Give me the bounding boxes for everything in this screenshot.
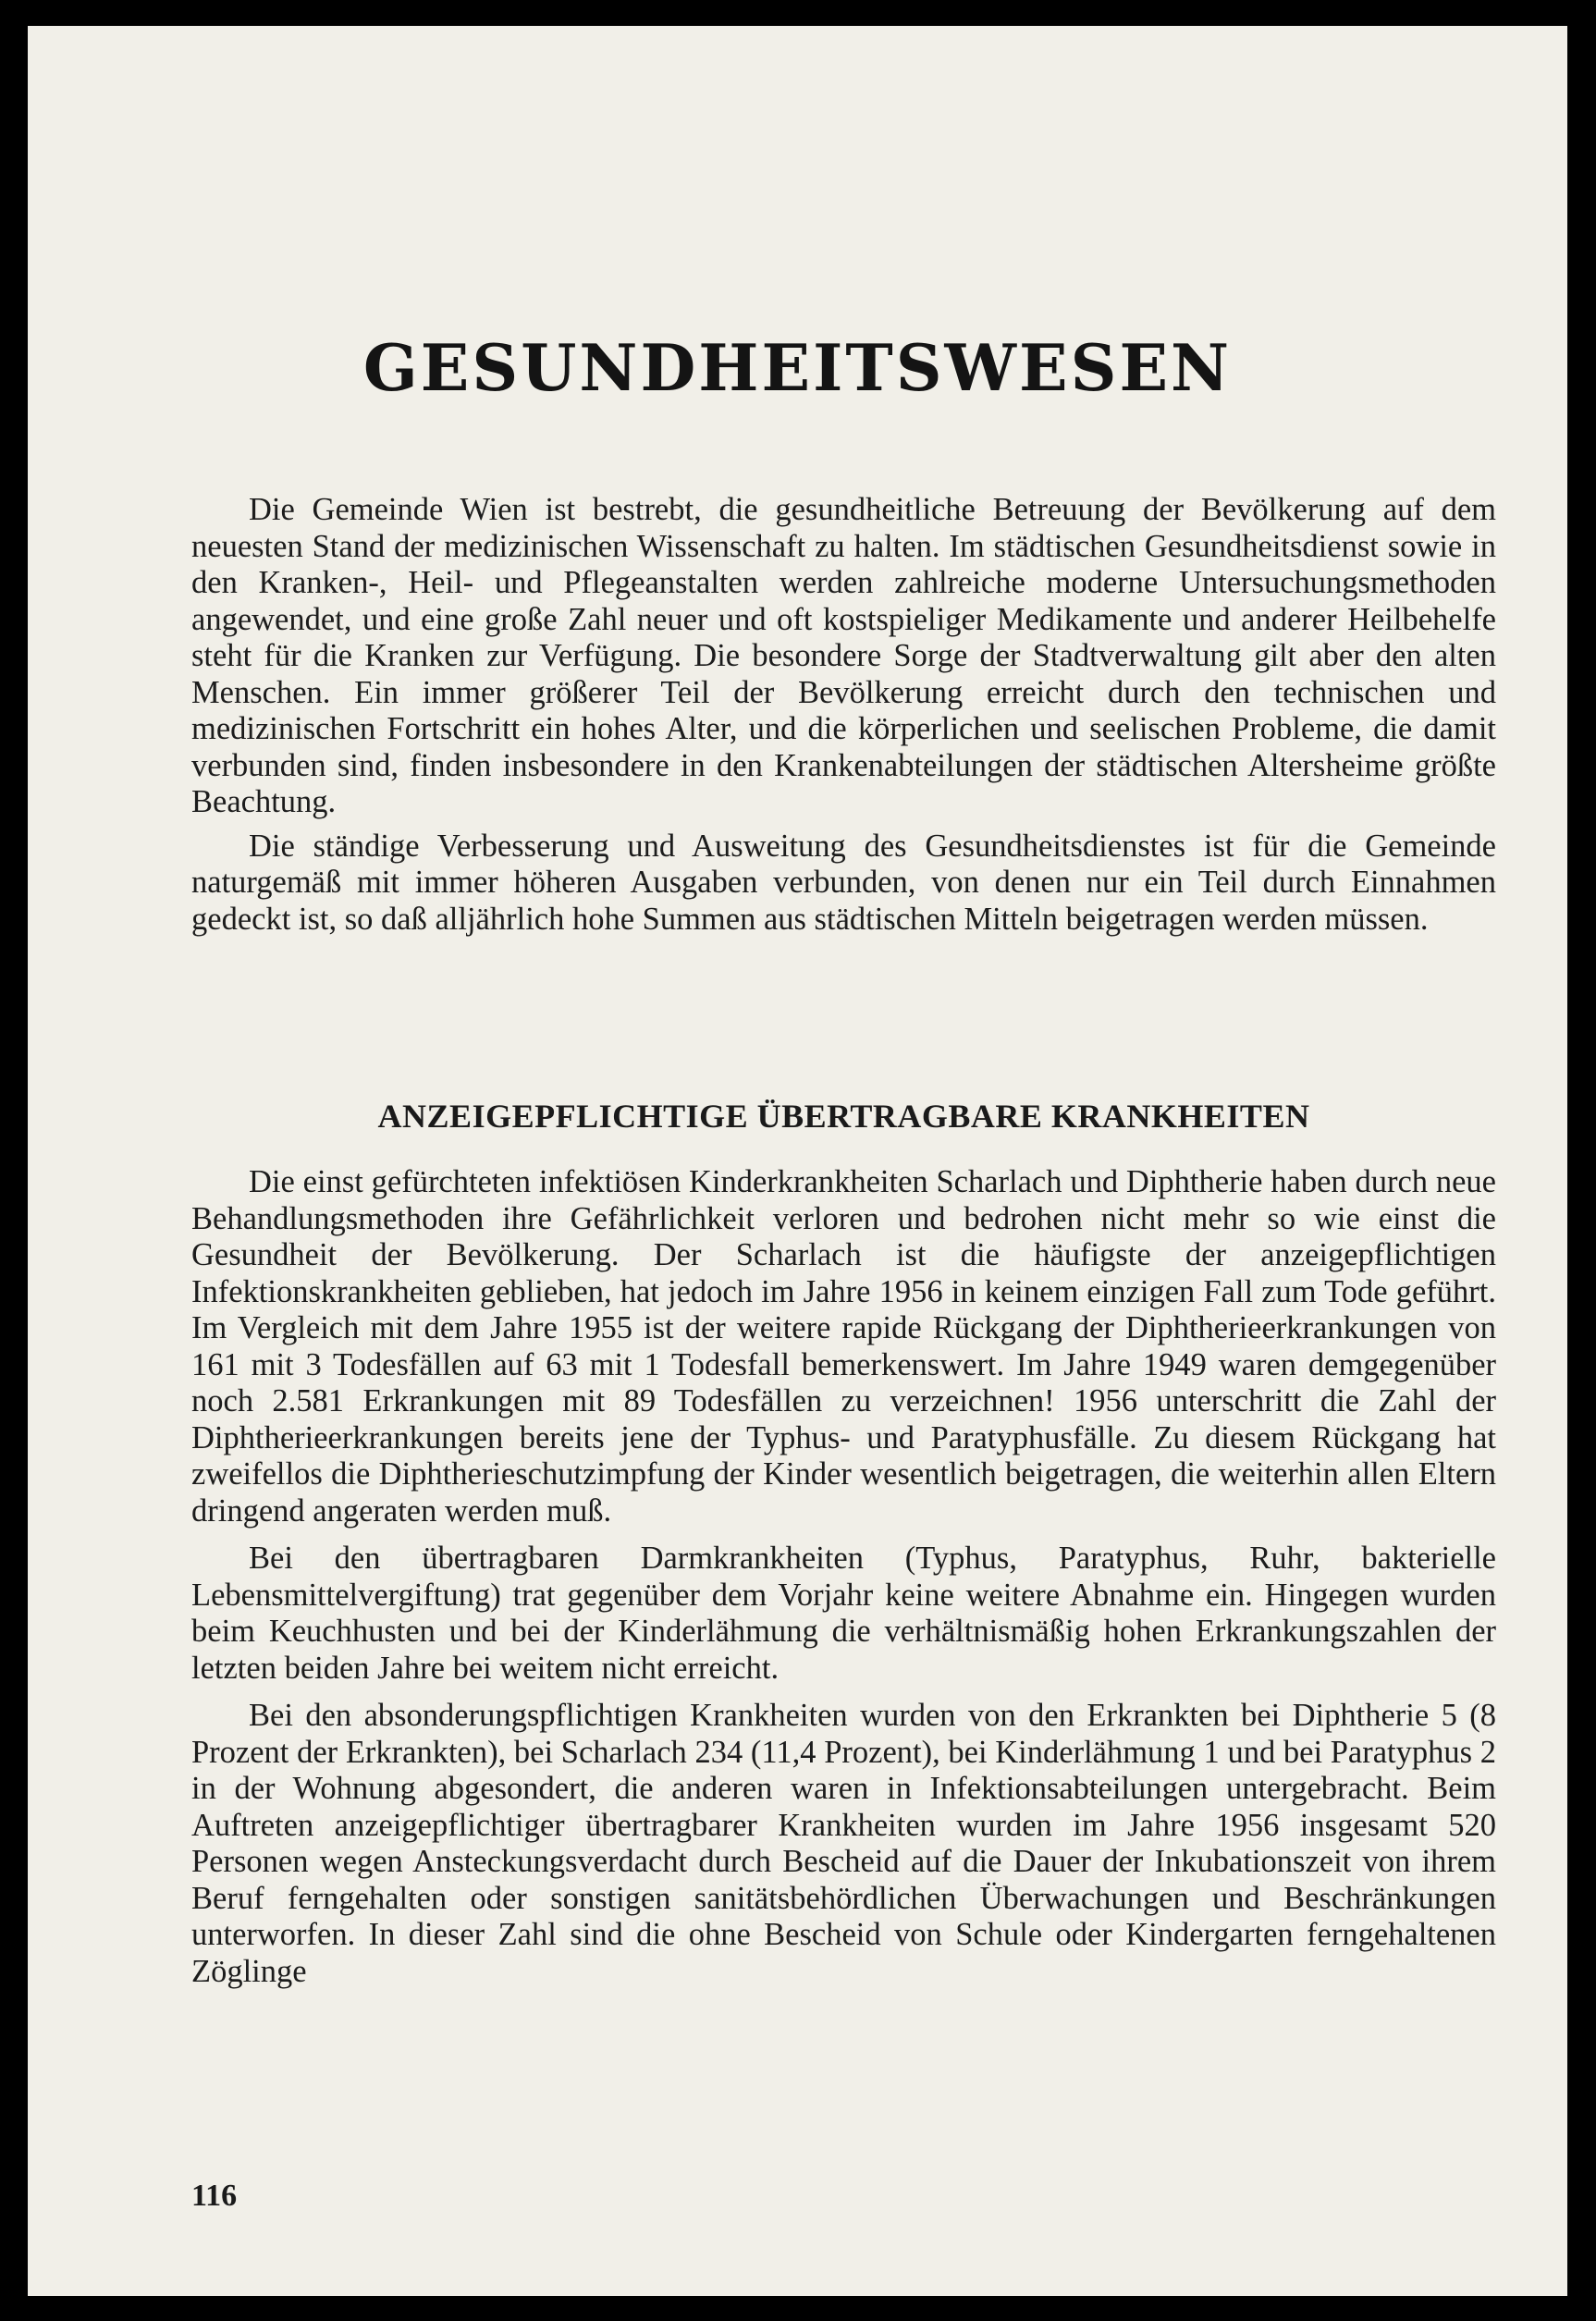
section-text-block — [191, 1164, 1496, 1990]
intro-paragraph: Die ständige Verbesserung und Ausweitung des Gesundheitsdienstes ist für die Gemeinde naturgemäß mit immer höheren Ausgaben verbunden, von denen nur ein Teil durch Einnahmen gedeckt ist, so daß alljährlich hohe Summen aus städtischen Mitteln beigetragen werden müssen. — [191, 828, 1496, 937]
document-page — [28, 26, 1567, 2296]
section-paragraph: Bei den absonderungspflichtigen Krankheiten wurden von den Erkrankten bei Diphtherie 5 (8 Prozent der Erkrankten), bei Scharlach 234 (11,4 Prozent), bei Kinderlähmung 1 und bei Paratyphus 2 in der Wohnung abgesondert, die anderen waren in Infektionsabteilungen untergebracht. Beim Auftreten anzeigepflichtiger übertragbarer Krankheiten wurden im Jahre 1956 insgesamt 520 Personen wegen Ansteckungsverdacht durch Bescheid auf die Dauer der Inkubationszeit von ihrem Beruf ferngehalten oder sonstigen sanitätsbehördlichen Überwachungen und Beschränkungen unterworfen. In dieser Zahl sind die ohne Bescheid von Schule oder Kindergarten ferngehaltenen Zöglinge — [191, 1698, 1496, 1989]
intro-paragraph: Die Gemeinde Wien ist bestrebt, die gesundheitliche Betreuung der Bevölkerung auf dem neuesten Stand der medizinischen Wissenschaft zu halten. Im städtischen Gesundheitsdienst sowie in den Kranken-, Heil- und Pflegeanstalten werden zahlreiche moderne Untersuchungsmethoden angewendet, und eine große Zahl neuer und oft kostspieliger Medikamente und anderer Heilbehelfe steht für die Kranken zur Verfügung. Die besondere Sorge der Stadtverwaltung gilt aber den alten Menschen. Ein immer größerer Teil der Bevölkerung erreicht durch den technischen und medizinischen Fortschritt ein hohes Alter, und die körperlichen und seelischen Probleme, die damit verbunden sind, finden insbesondere in den Krankenabteilungen der städtischen Altersheime größte Beachtung. — [191, 492, 1496, 819]
page-number: 116 — [191, 2179, 238, 2213]
intro-text-block — [191, 492, 1496, 938]
section-heading: ANZEIGEPFLICHTIGE ÜBERTRAGBARE KRANKHEITEN — [377, 1098, 1310, 1135]
page-title: GESUNDHEITSWESEN — [362, 331, 1233, 406]
section-paragraph: Die einst gefürchteten infektiösen Kinderkrankheiten Scharlach und Diphtherie haben durch neue Behandlungsmethoden ihre Gefährlichkeit verloren und bedrohen nicht mehr so wie einst die Gesundheit der Bevölkerung. Der Scharlach ist die häufigste der anzeigepflichtigen Infektionskrankheiten geblieben, hat jedoch im Jahre 1956 in keinem einzigen Fall zum Tode geführt. Im Vergleich mit dem Jahre 1955 ist der weitere rapide Rückgang der Diphtherieerkrankungen von 161 mit 3 Todesfällen auf 63 mit 1 Todesfall bemerkenswert. Im Jahre 1949 waren demgegenüber noch 2.581 Erkrankungen mit 89 Todesfällen zu verzeichnen! 1956 unterschritt die Zahl der Diphtherieerkrankungen bereits jene der Typhus- und Paratyphusfälle. Zu diesem Rückgang hat zweifellos die Diphtherieschutzimpfung der Kinder wesentlich beigetragen, die weiterhin allen Eltern dringend angeraten werden muß. — [191, 1164, 1496, 1529]
section-paragraph: Bei den übertragbaren Darmkrankheiten (Typhus, Paratyphus, Ruhr, bakterielle Lebensmittelvergiftung) trat gegenüber dem Vorjahr keine weitere Abnahme ein. Hingegen wurden beim Keuchhusten und bei der Kinderlähmung die verhältnismäßig hohen Erkrankungszahlen der letzten beiden Jahre bei weitem nicht erreicht. — [191, 1541, 1496, 1686]
